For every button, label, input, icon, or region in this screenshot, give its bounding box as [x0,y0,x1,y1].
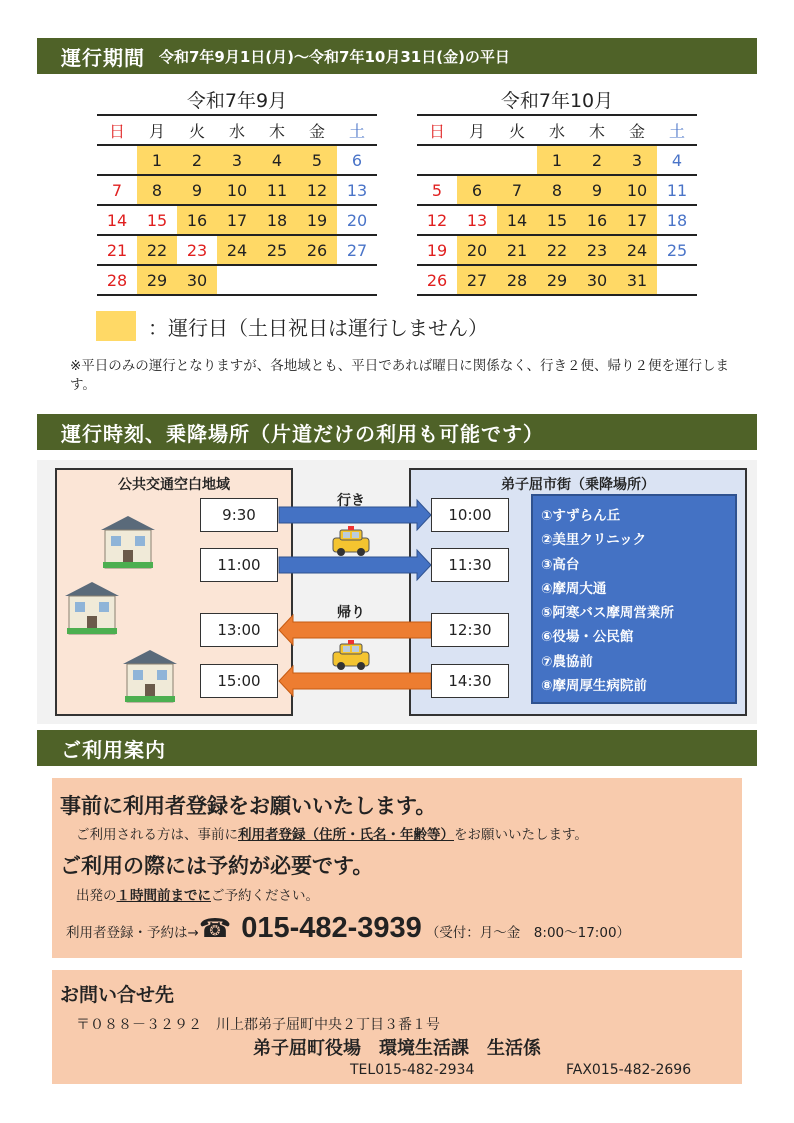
calendar-week-row [417,205,697,235]
calendar-day: 10 [617,175,657,205]
calendar-day: 14 [97,205,137,235]
weekday-label: 日 [97,115,137,145]
phone-line: 利用者登録・予約は→ ☎ 015-482-3939 （受付：月～金 8:00～17:00） [66,912,631,944]
rural-area-title: 公共交通空白地域 [118,477,230,493]
period-title: 運行期間 [61,45,145,70]
weekday-label: 日 [417,115,457,145]
calendar-day: 22 [137,235,177,265]
calendar-day: 26 [297,235,337,265]
outbound-depart-1: 9:30 [200,498,278,532]
calendar-title: 令和7年9月 [186,90,288,112]
calendar-day: 8 [537,175,577,205]
calendar-day: 12 [417,205,457,235]
calendar-week-row [417,145,697,175]
calendar-week-row [97,175,377,205]
calendar-legend [96,311,488,341]
contact-address: 〒０８８－３２９２ 川上郡弟子屈町中央２丁目３番１号 [76,1017,440,1033]
stop-item: ⑥役場・公民館 [541,629,634,646]
calendar-day: 22 [537,235,577,265]
usage-header [37,730,757,766]
calendar-day: 30 [177,265,217,295]
calendar-day: 11 [257,175,297,205]
calendar-day: 25 [657,235,697,265]
calendar-day: 4 [257,145,297,175]
calendar-day: 3 [217,145,257,175]
calendar-day: 16 [177,205,217,235]
calendar-day: 27 [457,265,497,295]
contact-office: 弟子屈町役場 環境生活課 生活係 [253,1038,541,1059]
calendar-day: 4 [657,145,697,175]
calendar-week-row [97,205,377,235]
weekday-header-row [97,115,377,145]
calendar-day: 31 [617,265,657,295]
calendar-day: 5 [417,175,457,205]
calendar-day: 6 [457,175,497,205]
calendar-day [417,145,457,175]
calendar-week-row [417,175,697,205]
calendar-day: 27 [337,235,377,265]
schedule-title: 運行時刻、乗降場所（片道だけの利用も可能です） [61,421,544,446]
calendar-week-row [417,265,697,295]
operating-day-swatch [96,311,136,341]
calendar-day: 2 [577,145,617,175]
calendar-september [97,88,377,296]
calendar-day: 1 [537,145,577,175]
calendar-day: 7 [497,175,537,205]
calendar-day [217,265,257,295]
calendar-day: 19 [297,205,337,235]
reservation-text: 出発の１時間前までにご予約ください。 [76,888,319,904]
calendar-day: 21 [97,235,137,265]
stop-item: ⑧摩周厚生病院前 [541,678,647,695]
operation-note: ※平日のみの運行となりますが、各地域とも、平日であれば曜日に関係なく、行き２便、帰り２便を運行します。 [70,358,730,393]
calendar-day: 29 [137,265,177,295]
calendar-day: 18 [257,205,297,235]
calendar-week-row [97,265,377,295]
calendar-day: 23 [577,235,617,265]
calendar-day: 21 [497,235,537,265]
registration-items: 利用者登録（住所・氏名・年齢等） [238,827,454,843]
calendar-day: 29 [537,265,577,295]
town-area-title: 弟子屈市街（乗降場所） [501,477,655,493]
calendar-day [297,265,337,295]
calendar-day: 6 [337,145,377,175]
phone-icon: ☎ [198,914,232,944]
stop-item: ③高台 [541,556,580,573]
calendar-day: 24 [217,235,257,265]
calendar-day [337,265,377,295]
stop-item: ②美里クリニック [541,532,647,549]
calendar-day: 13 [457,205,497,235]
stop-item: ④摩周大通 [541,580,607,597]
calendar-day: 7 [97,175,137,205]
calendar-day: 16 [577,205,617,235]
calendar-day: 19 [417,235,457,265]
calendar-day: 3 [617,145,657,175]
calendar-day: 30 [577,265,617,295]
weekday-label: 木 [257,115,297,145]
calendar-week-row [97,145,377,175]
calendar-day: 18 [657,205,697,235]
period-header [37,38,757,74]
calendar-day: 28 [497,265,537,295]
weekday-label: 木 [577,115,617,145]
calendar-october [417,88,697,296]
calendar-day: 12 [297,175,337,205]
reception-hours: （受付：月～金 8:00～17:00） [425,925,631,941]
calendar-day: 9 [577,175,617,205]
calendar-day: 24 [617,235,657,265]
taxi-icon [333,640,369,670]
return-arrive-2: 15:00 [200,664,278,698]
calendar-grid [97,114,377,296]
return-label: 帰り [337,605,365,621]
calendar-day: 20 [337,205,377,235]
contact-fax: FAX015-482-2696 [566,1062,692,1078]
calendar-day: 8 [137,175,177,205]
return-depart-1: 12:30 [431,613,509,647]
schedule-header [37,414,757,450]
calendar-day [257,265,297,295]
calendar-day: 5 [297,145,337,175]
calendar-day: 26 [417,265,457,295]
schedule-diagram [37,460,757,724]
arrow-left-icon [279,666,431,696]
calendar-day: 14 [497,205,537,235]
weekday-label: 土 [657,115,697,145]
calendar-day [657,265,697,295]
usage-box [52,778,742,958]
period-range: 令和7年9月1日(月)～令和7年10月31日(金)の平日 [159,47,510,66]
reservation-deadline: １時間前までに [116,888,211,904]
weekday-header-row [417,115,697,145]
outbound-arrive-1: 10:00 [431,498,509,532]
calendar-day: 13 [337,175,377,205]
registration-text: ご利用される方は、事前に利用者登録（住所・氏名・年齢等）をお願いいたします。 [76,827,588,843]
weekday-label: 水 [217,115,257,145]
stop-item: ①すずらん丘 [541,508,621,524]
calendar-day: 17 [617,205,657,235]
calendar-day: 28 [97,265,137,295]
calendar-day: 25 [257,235,297,265]
outbound-label: 行き [337,493,365,509]
calendar-day: 11 [657,175,697,205]
weekday-label: 月 [457,115,497,145]
calendar-day: 2 [177,145,217,175]
phone-number[interactable]: 015-482-3939 [241,912,422,944]
calendar-day: 17 [217,205,257,235]
weekday-label: 金 [297,115,337,145]
outbound-arrive-2: 11:30 [431,548,509,582]
weekday-label: 火 [497,115,537,145]
stop-item: ⑤阿寒バス摩周営業所 [541,605,674,622]
calendar-day: 10 [217,175,257,205]
usage-title: ご利用案内 [61,737,166,762]
calendar-grid [417,114,697,296]
arrow-right-icon [279,550,431,580]
calendar-day: 20 [457,235,497,265]
calendar-day [457,145,497,175]
stop-item: ⑦農協前 [541,653,593,670]
taxi-icon [333,526,369,556]
contact-title: お問い合せ先 [60,984,175,1006]
weekday-label: 金 [617,115,657,145]
calendar-day: 23 [177,235,217,265]
calendar-week-row [417,235,697,265]
outbound-arrows [37,460,757,724]
calendar-day [497,145,537,175]
calendar-day: 15 [537,205,577,235]
reservation-heading: ご利用の際には予約が必要です。 [60,854,374,878]
weekday-label: 土 [337,115,377,145]
weekday-label: 水 [537,115,577,145]
calendar-day [97,145,137,175]
calendar-day: 9 [177,175,217,205]
return-arrive-1: 13:00 [200,613,278,647]
contact-box [52,970,742,1084]
calendar-day: 1 [137,145,177,175]
weekday-label: 火 [177,115,217,145]
outbound-depart-2: 11:00 [200,548,278,582]
contact-tel[interactable]: TEL015-482-2934 [350,1062,475,1078]
calendar-title: 令和7年10月 [500,90,614,112]
calendar-day: 15 [137,205,177,235]
calendar-week-row [97,235,377,265]
weekday-label: 月 [137,115,177,145]
registration-heading: 事前に利用者登録をお願いいたします。 [60,794,437,818]
return-depart-2: 14:30 [431,664,509,698]
legend-text: ：運行日（土日祝日は運行しません） [148,315,488,340]
